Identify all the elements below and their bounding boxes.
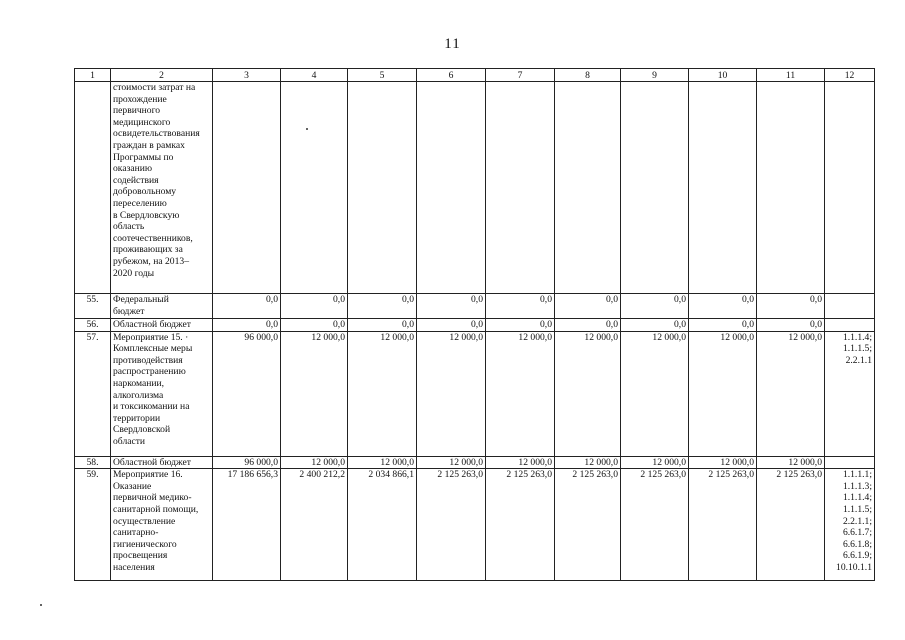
value-cell: 12 000,0 (486, 331, 555, 456)
value-cell: 12 000,0 (555, 331, 621, 456)
row-number: 58. (75, 456, 111, 469)
value-cell (213, 82, 281, 294)
header-cell: 11 (757, 69, 825, 82)
value-cell: 2 125 263,0 (417, 469, 486, 581)
header-cell: 2 (111, 69, 213, 82)
row-name: Мероприятие 15. · Комплексные меры противодействия распространению наркомании, алкоголизма и токсикомании на территории Свердловской области (111, 331, 213, 456)
table-row (75, 456, 875, 469)
value-cell (621, 82, 689, 294)
value-cell: 0,0 (348, 294, 417, 319)
header-cell: 3 (213, 69, 281, 82)
table-row (75, 319, 875, 332)
row-name: Областной бюджет (111, 456, 213, 469)
value-cell: 12 000,0 (689, 331, 757, 456)
value-cell: 12 000,0 (281, 456, 348, 469)
value-cell: 2 400 212,2 (281, 469, 348, 581)
scan-speck (306, 128, 308, 130)
value-cell: 2 034 866,1 (348, 469, 417, 581)
header-cell: 9 (621, 69, 689, 82)
value-cell: 96 000,0 (213, 456, 281, 469)
row-name: Мероприятие 16. Оказание первичной медико- санитарной помощи, осуществление санитарно- гигиенического просвещения населения (111, 469, 213, 581)
row-number: 57. (75, 331, 111, 456)
value-cell: 0,0 (281, 294, 348, 319)
value-cell (281, 82, 348, 294)
value-cell: 12 000,0 (348, 331, 417, 456)
value-cell: 2 125 263,0 (757, 469, 825, 581)
scan-speck (40, 604, 42, 606)
target-codes (825, 319, 875, 332)
value-cell: 0,0 (689, 319, 757, 332)
value-cell (757, 82, 825, 294)
value-cell: 12 000,0 (555, 456, 621, 469)
row-name: Областной бюджет (111, 319, 213, 332)
header-cell: 1 (75, 69, 111, 82)
value-cell (417, 82, 486, 294)
value-cell: 17 186 656,3 (213, 469, 281, 581)
target-codes: 1.1.1.1; 1.1.1.3; 1.1.1.4; 1.1.1.5; 2.2.1.1; 6.6.1.7; 6.6.1.8; 6.6.1.9; 10.10.1.1 (825, 469, 875, 581)
value-cell (348, 82, 417, 294)
value-cell: 12 000,0 (757, 456, 825, 469)
row-number: 56. (75, 319, 111, 332)
row-number (75, 82, 111, 294)
value-cell: 0,0 (621, 294, 689, 319)
value-cell: 2 125 263,0 (621, 469, 689, 581)
value-cell: 0,0 (689, 294, 757, 319)
header-cell: 4 (281, 69, 348, 82)
value-cell: 12 000,0 (757, 331, 825, 456)
page-number: 11 (444, 36, 461, 52)
target-codes (825, 294, 875, 319)
value-cell: 0,0 (213, 319, 281, 332)
value-cell: 96 000,0 (213, 331, 281, 456)
header-cell: 12 (825, 69, 875, 82)
target-codes: 1.1.1.4; 1.1.1.5; 2.2.1.1 (825, 331, 875, 456)
budget-table (74, 68, 875, 581)
target-codes (825, 456, 875, 469)
value-cell: 0,0 (486, 319, 555, 332)
value-cell: 12 000,0 (621, 456, 689, 469)
value-cell: 12 000,0 (417, 331, 486, 456)
value-cell: 12 000,0 (689, 456, 757, 469)
value-cell: 0,0 (621, 319, 689, 332)
value-cell: 0,0 (417, 294, 486, 319)
value-cell: 2 125 263,0 (689, 469, 757, 581)
table-row (75, 294, 875, 319)
value-cell: 0,0 (555, 294, 621, 319)
value-cell: 12 000,0 (348, 456, 417, 469)
value-cell: 0,0 (417, 319, 486, 332)
value-cell: 0,0 (555, 319, 621, 332)
table-header-row (75, 69, 875, 82)
header-cell: 10 (689, 69, 757, 82)
header-cell: 6 (417, 69, 486, 82)
value-cell: 12 000,0 (281, 331, 348, 456)
value-cell: 0,0 (757, 319, 825, 332)
value-cell: 2 125 263,0 (486, 469, 555, 581)
row-name: Федеральный бюджет (111, 294, 213, 319)
target-codes (825, 82, 875, 294)
value-cell (555, 82, 621, 294)
row-number: 55. (75, 294, 111, 319)
value-cell: 0,0 (281, 319, 348, 332)
table-row (75, 469, 875, 581)
row-name: стоимости затрат на прохождение первичного медицинского освидетельствования граждан в рамках Программы по оказанию содействия добровольному переселению в Свердловскую область соотечественников, проживающих за рубежом, на 2013– 2020 годы (111, 82, 213, 294)
value-cell (689, 82, 757, 294)
value-cell: 12 000,0 (621, 331, 689, 456)
value-cell: 2 125 263,0 (555, 469, 621, 581)
row-number: 59. (75, 469, 111, 581)
value-cell: 0,0 (213, 294, 281, 319)
value-cell: 0,0 (348, 319, 417, 332)
header-cell: 5 (348, 69, 417, 82)
value-cell: 12 000,0 (486, 456, 555, 469)
header-cell: 8 (555, 69, 621, 82)
table-row (75, 82, 875, 294)
value-cell: 12 000,0 (417, 456, 486, 469)
value-cell: 0,0 (757, 294, 825, 319)
header-cell: 7 (486, 69, 555, 82)
table-row (75, 331, 875, 456)
value-cell (486, 82, 555, 294)
value-cell: 0,0 (486, 294, 555, 319)
